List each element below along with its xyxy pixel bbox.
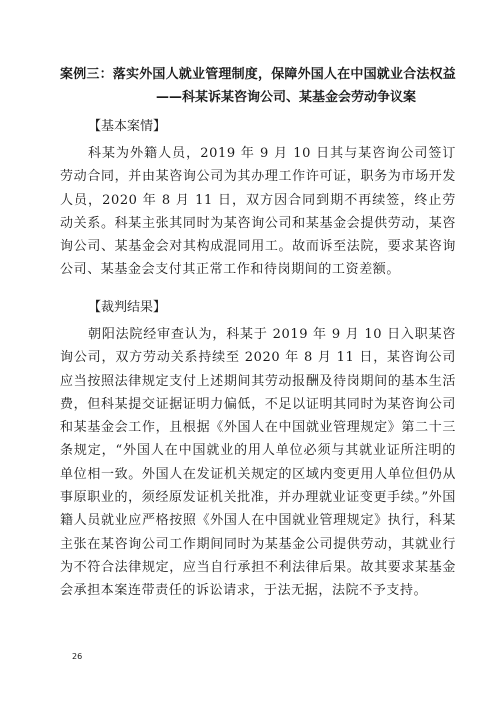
case-title: 案例三：落实外国人就业管理制度，保障外国人在中国就业合法权益 (60, 67, 457, 82)
paragraph-judgment: 朝阳法院经审查认为，科某于 2019 年 9 月 10 日入职某咨询公司，双方劳动关系持续至 2020 年 8 月 11 日，某咨询公司应当按照法律规定支付上述期间其劳动报酬及待岗期间的基本生活费，但科某提交证据证明力偏低，不足以证明其同时为某咨询公司和某基金会工作，且根据《外国人在中国就业管理规定》第二十三条规定，“外国人在中国就业的用人单位必须与其就业证所注明的单位相一致。外国人在发证机关规定的区域内变更用人单位但仍从事原职业的，须经原发证机关批准，并办理就业证变更手续。”外国籍人员就业应严格按照《外国人在中国就业管理规定》执行，科某主张在某咨询公司工作期间同时为某基金公司提供劳动，其就业行为不符合法律规定，应当自行承担不利法律后果。故其要求某基金会承担本案连带责任的诉讼请求，于法无据，法院不予支持。 (60, 327, 456, 599)
case-subtitle: ——科某诉某咨询公司、某基金会劳动争议案 (156, 90, 417, 105)
section-heading-judgment: 【裁判结果】 (88, 300, 167, 315)
section-heading-basic-facts: 【基本案情】 (88, 119, 167, 134)
paragraph-basic-facts: 科某为外籍人员，2019 年 9 月 10 日其与某咨询公司签订劳动合同，并由某咨询公司为其办理工作许可证，职务为市场开发人员，2020 年 8 月 11 日，双方因合同到期不再续签，终止劳动关系。科某主张其同时为某咨询公司和某基金会提供劳动，某咨询公司、某基金会对其构成混同用工。故而诉至法院，要求某咨询公司、某基金会支付其正常工作和待岗期间的工资差额。 (60, 146, 456, 278)
page-number: 26 (72, 652, 83, 661)
